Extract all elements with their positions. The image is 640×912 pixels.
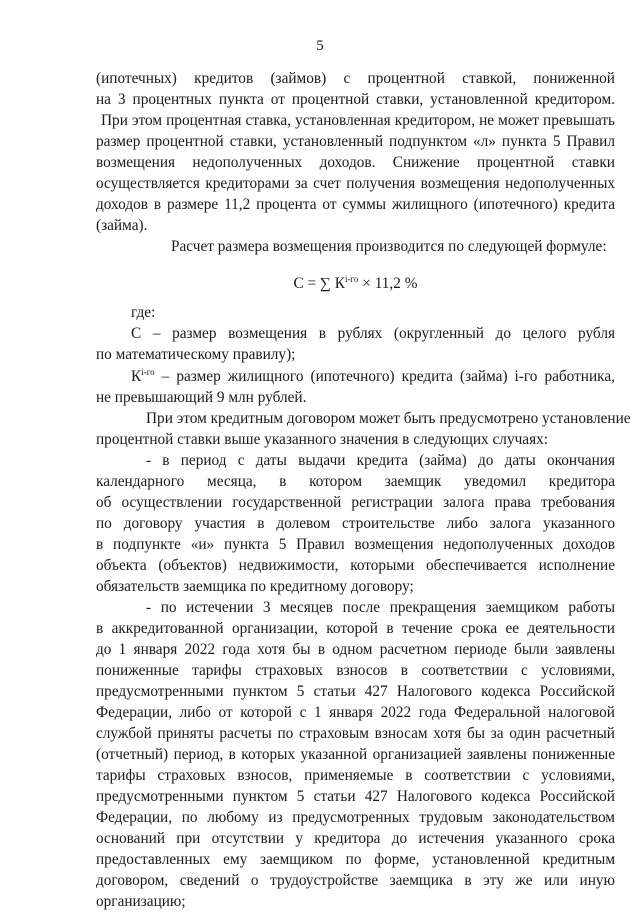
text-line: договором, сведений о трудоустройстве заемщика в эту же или иную <box>96 872 615 889</box>
text-line: оснований при отсутствии у кредитора до истечения указанного срока <box>96 830 615 847</box>
formula <box>96 274 615 294</box>
text-line: доходов в размере 11,2 процента от суммы жилищного (ипотечного) кредита <box>96 196 615 213</box>
text-line: по договору участия в долевом строительстве либо залога указанного <box>96 515 615 532</box>
text-line: Расчет размера возмещения производится по следующей формуле: <box>171 238 607 255</box>
text-line: (ипотечных) кредитов (займов) с процентной ставкой, пониженной <box>96 70 615 87</box>
k-symbol: К <box>131 368 142 385</box>
text-line: предусмотренными пунктом 5 статьи 427 Налогового кодекса Российской <box>96 683 615 700</box>
formula-rhs: × 11,2 % <box>358 275 418 292</box>
formula-lhs: С = ∑ К <box>293 275 345 292</box>
text-line: об осуществлении государственной регистрации залога права требования <box>96 494 615 511</box>
text-line: Федерации, по любому из предусмотренных трудовым законодательством <box>96 809 615 826</box>
text-line: При этом кредитным договором может быть предусмотрено установление <box>146 410 631 427</box>
text-line: Федерации, либо от которой с 1 января 2022 года Федеральной налоговой <box>96 704 615 721</box>
text-line: до 1 января 2022 года хотя бы в одном расчетном периоде были заявлены <box>96 641 615 658</box>
text-line: календарного месяца, в котором заемщик уведомил кредитора <box>96 473 615 490</box>
text-line: процентной ставки выше указанного значения в следующих случаях: <box>96 431 549 448</box>
text-line: С – размер возмещения в рублях (округленный до целого рубля <box>131 325 615 342</box>
k-superscript: i-го <box>141 367 155 377</box>
text-line: пониженные тарифы страховых взносов в соответствии с условиями, <box>96 662 615 679</box>
formula-superscript: i-го <box>344 274 359 284</box>
k-definition <box>131 367 615 387</box>
text-line: предусмотренными пунктом 5 статьи 427 Налогового кодекса Российской <box>96 788 615 805</box>
text-line: тарифы страховых взносов, применяемые в соответствии с условиями, <box>96 767 615 784</box>
text-line: в аккредитованной организации, которой в течение срока ее деятельности <box>96 620 615 637</box>
text-line: не превышающий 9 млн рублей. <box>96 389 307 406</box>
text-line: При этом процентная ставка, установленная кредитором, не может превышать <box>101 112 615 129</box>
text-line: обязательств заемщика по кредитному договору; <box>96 578 414 595</box>
text-line: (займа). <box>96 217 148 234</box>
text-line: организацию; <box>96 893 186 910</box>
text-line: размер процентной ставки, установленный подпунктом «л» пункта 5 Правил <box>96 133 615 150</box>
text-line: возмещения недополученных доходов. Снижение процентной ставки <box>96 154 615 171</box>
text-line: предоставленных ему заемщиком по форме, установленной кредитным <box>96 851 615 868</box>
text-line: осуществляется кредиторами за счет получения возмещения недополученных <box>96 175 615 192</box>
page-number: 5 <box>316 38 324 54</box>
text-line: (отчетный) период, в которых указанной организацией заявлены пониженные <box>96 746 615 763</box>
text-line: службой приняты расчеты по страховым взносам хотя бы за один расчетный <box>96 725 615 742</box>
text-line: где: <box>131 304 156 321</box>
text-line: по математическому правилу); <box>96 346 296 363</box>
text-line: - в период с даты выдачи кредита (займа) до даты окончания <box>146 452 615 469</box>
text-line: - по истечении 3 месяцев после прекращения заемщиком работы <box>146 599 615 616</box>
text-line: на 3 процентных пункта от процентной ставки, установленной кредитором. <box>96 91 615 108</box>
text-line: объекта (объектов) недвижимости, которыми обеспечивается исполнение <box>96 557 615 574</box>
k-definition-text: – размер жилищного (ипотечного) кредита (займа) i-го работника, <box>154 368 615 385</box>
text-line: в подпункте «и» пункта 5 Правил возмещения недополученных доходов <box>96 536 615 553</box>
